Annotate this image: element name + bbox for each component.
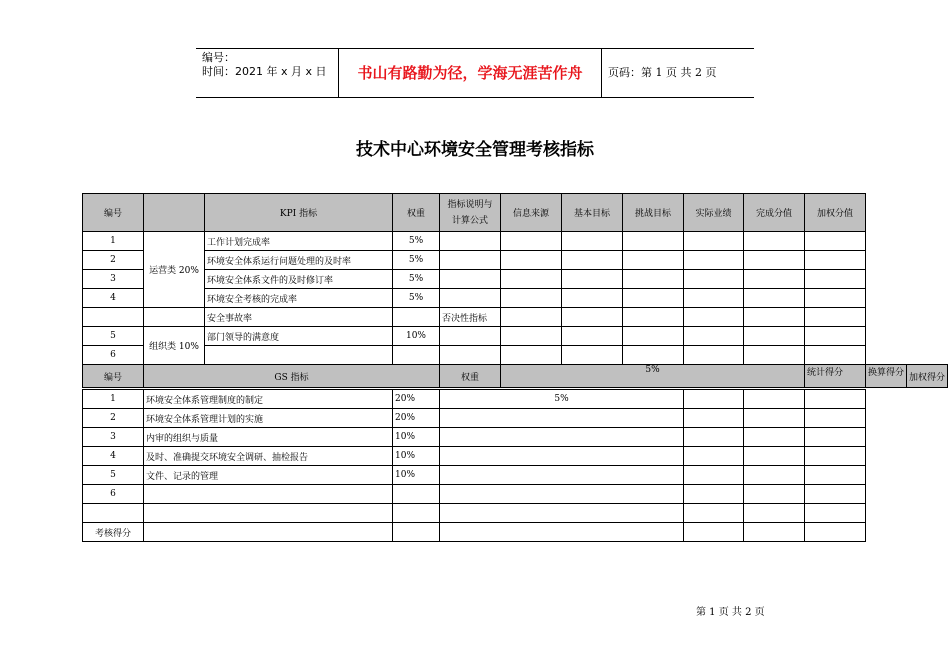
kpi-header-source: 信息来源 bbox=[501, 194, 562, 232]
kpi-name: 环境安全考核的完成率 bbox=[205, 289, 393, 308]
row-number: 1 bbox=[83, 232, 144, 251]
row-number: 4 bbox=[83, 289, 144, 308]
gs-weight: 10% bbox=[393, 466, 440, 485]
kpi-weight: 5% bbox=[393, 232, 440, 251]
table-row bbox=[83, 232, 948, 251]
kpi-header-actual: 实际业绩 bbox=[684, 194, 744, 232]
gs-name: 内审的组织与质量 bbox=[144, 428, 393, 447]
table-row bbox=[83, 308, 948, 327]
kpi-header-base: 基本目标 bbox=[562, 194, 623, 232]
kpi-header-row bbox=[83, 194, 948, 232]
row-number: 2 bbox=[83, 409, 144, 428]
kpi-header-score: 完成分值 bbox=[744, 194, 805, 232]
category-ops: 运营类 20% bbox=[144, 232, 205, 308]
assessment-table bbox=[82, 193, 948, 388]
row-number: 5 bbox=[83, 466, 144, 485]
kpi-header-desc-line2: 计算公式 bbox=[451, 215, 488, 226]
table-row bbox=[83, 270, 948, 289]
kpi-header-desc-line1: 指标说明与 bbox=[447, 199, 493, 210]
table-row bbox=[83, 409, 866, 428]
kpi-weight: 5% bbox=[393, 289, 440, 308]
gs-header-weight: 权重 bbox=[440, 365, 501, 388]
row-number bbox=[83, 308, 144, 327]
kpi-weight: 5% bbox=[393, 251, 440, 270]
page-title: 技术中心环境安全管理考核指标 bbox=[356, 140, 594, 160]
gs-value bbox=[440, 485, 684, 504]
kpi-name bbox=[205, 346, 393, 365]
kpi-name: 环境安全体系文件的及时修订率 bbox=[205, 270, 393, 289]
header-meta bbox=[196, 49, 339, 97]
kpi-header-name: KPI 指标 bbox=[205, 194, 393, 232]
gs-name: 环境安全体系管理制度的制定 bbox=[144, 390, 393, 409]
kpi-header-challenge: 挑战目标 bbox=[623, 194, 684, 232]
gs-name: 环境安全体系管理计划的实施 bbox=[144, 409, 393, 428]
gs-table bbox=[82, 389, 866, 542]
table-row bbox=[83, 251, 948, 270]
page-label: 页码：第 1 页 共 2 页 bbox=[608, 66, 717, 79]
kpi-weight bbox=[393, 346, 440, 365]
gs-header-number: 编号 bbox=[83, 365, 144, 388]
gs-value bbox=[440, 409, 684, 428]
table-row bbox=[83, 346, 948, 365]
kpi-header-category bbox=[144, 194, 205, 232]
row-number: 6 bbox=[83, 346, 144, 365]
table-row bbox=[83, 390, 866, 409]
kpi-weight bbox=[393, 308, 440, 327]
gs-header-name: GS 指标 bbox=[144, 365, 440, 388]
total-label: 考核得分 bbox=[83, 523, 144, 542]
gs-weight: 10% bbox=[393, 447, 440, 466]
gs-header-conv: 换算得分 bbox=[866, 365, 907, 388]
gs-value bbox=[440, 428, 684, 447]
kpi-name: 环境安全体系运行问题处理的及时率 bbox=[205, 251, 393, 270]
kpi-header-weight: 权重 bbox=[393, 194, 440, 232]
table-row bbox=[83, 327, 948, 346]
gs-weight: 10% bbox=[393, 428, 440, 447]
total-row bbox=[83, 523, 866, 542]
kpi-weight: 10% bbox=[393, 327, 440, 346]
gs-value: 5% bbox=[440, 390, 684, 409]
document-header bbox=[196, 48, 754, 98]
motto: 书山有路勤为径，学海无涯苦作舟 bbox=[339, 49, 602, 97]
row-number: 6 bbox=[83, 485, 144, 504]
kpi-desc: 否决性指标 bbox=[440, 308, 501, 327]
kpi-header-number: 编号 bbox=[83, 194, 144, 232]
time-label: 时间：2021 年 x 月 x 日 bbox=[202, 65, 327, 78]
category-org: 组织类 10% bbox=[144, 327, 205, 365]
kpi-header-desc bbox=[440, 194, 501, 232]
row-number bbox=[83, 504, 144, 523]
table-row bbox=[83, 289, 948, 308]
gs-header-weighted: 加权得分 bbox=[907, 365, 948, 388]
gs-name: 文件、记录的管理 bbox=[144, 466, 393, 485]
gs-header-pct: 5% bbox=[501, 365, 805, 388]
kpi-name: 工作计划完成率 bbox=[205, 232, 393, 251]
kpi-name: 安全事故率 bbox=[205, 308, 393, 327]
row-number: 1 bbox=[83, 390, 144, 409]
gs-name: 及时、准确提交环境安全调研、抽检报告 bbox=[144, 447, 393, 466]
table-row bbox=[83, 485, 866, 504]
kpi-header-weighted: 加权分值 bbox=[805, 194, 866, 232]
row-number: 3 bbox=[83, 270, 144, 289]
gs-weight bbox=[393, 485, 440, 504]
gs-name bbox=[144, 504, 393, 523]
table-row bbox=[83, 504, 866, 523]
gs-header-row bbox=[83, 365, 948, 388]
kpi-weight: 5% bbox=[393, 270, 440, 289]
gs-header-stat: 统计得分 bbox=[805, 365, 866, 388]
table-row bbox=[83, 428, 866, 447]
gs-weight: 20% bbox=[393, 409, 440, 428]
row-number: 5 bbox=[83, 327, 144, 346]
row-number: 4 bbox=[83, 447, 144, 466]
gs-value bbox=[440, 504, 684, 523]
gs-value bbox=[440, 466, 684, 485]
table-row bbox=[83, 447, 866, 466]
category-blank bbox=[144, 308, 205, 327]
table-row bbox=[83, 466, 866, 485]
gs-weight bbox=[393, 504, 440, 523]
gs-name bbox=[144, 485, 393, 504]
page-footer: 第 1 页 共 2 页 bbox=[696, 607, 765, 618]
gs-value bbox=[440, 447, 684, 466]
number-label: 编号： bbox=[202, 51, 235, 64]
gs-weight: 20% bbox=[393, 390, 440, 409]
row-number: 2 bbox=[83, 251, 144, 270]
row-number: 3 bbox=[83, 428, 144, 447]
kpi-name: 部门领导的满意度 bbox=[205, 327, 393, 346]
